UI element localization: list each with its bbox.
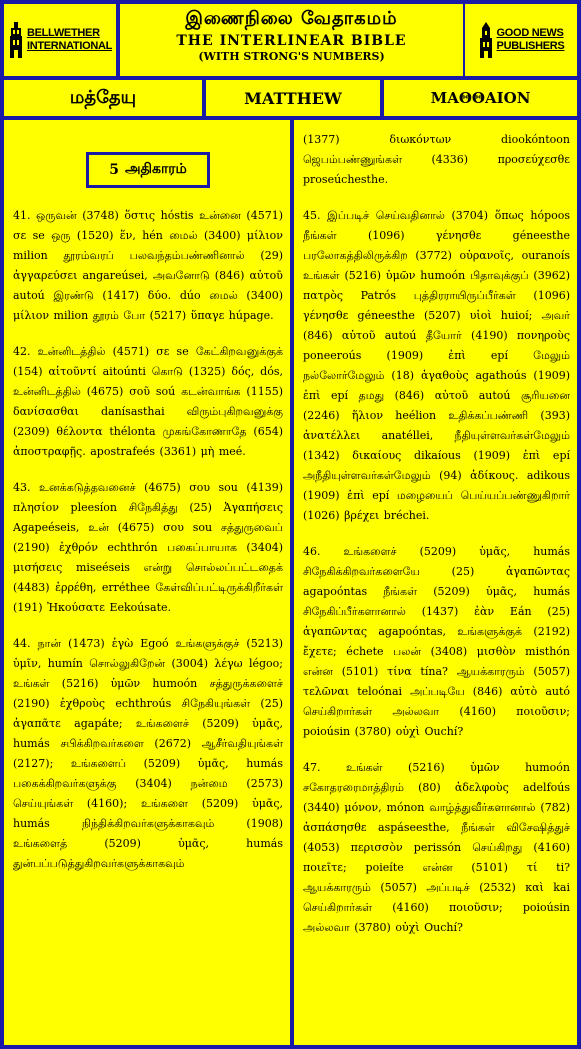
book-name-tamil: மத்தேயு <box>2 78 204 118</box>
left-logo-line-2: INTERNATIONAL <box>26 40 113 52</box>
verse-42: 42. உன்னிடத்தில் (4571) σε se கேட்கிறவனுக்குக் (154) αἰτοῦντί aitoúnti கொடு (1325) δός, dós, உன்னிடத்தில் (4675) σοῦ soú கடன்வாங்க (1155) δανίσασθαι danísasthai விரும்புகிறவனுக்கு (2309) θέλοντα thélonta முகங்கோணாதே (654) ἀποστραφῇς. apostrafeés (3361) μὴ meé. <box>13 345 283 458</box>
bellwether-logo <box>2 2 118 78</box>
tower-icon <box>478 22 494 58</box>
good-news-logo <box>463 2 579 78</box>
book-name-english: MATTHEW <box>204 78 382 118</box>
verse-44-continued: (1377) διωκόντων diookóntoon ஜெபம்பண்ணுங்கள் (4336) προσεύχεσθε proseúchesthe. <box>303 133 570 186</box>
title-english: THE INTERLINEAR BIBLE <box>176 33 407 49</box>
verse-46: 46. உங்களைச் (5209) ὑμᾶς, humás சிநேகிக்கிறவர்களையே (25) ἀγαπῶντας agapoóntas நீங்கள் (5209) ὑμᾶς, humás சிநேகிப்பீர்களானால் (1437) ἐὰν Eán (25) ἀγαπῶντας agapoóntas, உங்களுக்குக் (2192) ἔχετε; échete பலன் (3408) μισθὸν misthón என்ன (5101) τίνα tína? ஆயக்காரரும் (5057) τελῶναι teloónai அப்படியே (846) αὐτὸ autó செய்கிறார்கள் அல்லவா (4160) ποιοῦσιν; poioúsin (3780) οὐχὶ Ouchí? <box>303 545 570 738</box>
verse-45: 45. இப்படிச் செய்வதினால் (3704) ὅπως hópoos நீங்கள் (1096) γένησθε géneesthe பரலோகத்திலிருக்கிற (3772) οὐρανοῖς, ouranoís உங்கள் (5216) ὑμῶν humoón பிதாவுக்குப் (3962) πατρὸς Patrós புத்திரராயிருப்பீர்கள் (1096) γένησθε géneesthe (5207) υἱοὶ huioí; அவர் (846) αὐτοῦ autoú தீயோர் (4190) πονηροὺς poneeroús (1909) ἐπὶ epí மேலும் நல்லோர்மேலும் (18) ἀγαθοὺς agathoús (1909) ἐπὶ epí தமது (846) αὐτοῦ autoú சூரியனை (2246) ἥλιον heélion உதிக்கப்பண்ணி (393) ἀνατέλλει anatéllei, நீதியுள்ளவர்கள்மேலும் (1342) δικαίους dikaíous (1909) ἐπὶ epí அநீதியுள்ளவர்கள்மேலும் (94) ἀδίκους. adikous (1909) ἐπὶ epí மழையைப் பெய்யப்பண்ணுகிறார் (1026) βρέχει bréchei. <box>303 209 570 522</box>
title-block <box>118 2 465 78</box>
right-column <box>292 118 579 1047</box>
chapter-label: அதிகாரம் <box>124 161 187 177</box>
bell-tower-icon <box>8 22 24 58</box>
verse-41: 41. ஒருவன் (3748) ὅστις hóstis உன்னை (4571) σε se ஒரு (1520) ἕν, hén மைல் (3400) μίλιον milion தூரம்வரப் பலவந்தம்பண்ணினால் (29) ἀγγαρεύσει angareúsei, அவனோடு (846) αὐτοῦ autoú இரண்டு (1417) δύο. dúo மைல் (3400) μίλιον milion தூரம் போ (5217) ὕπαγε húpage. <box>13 209 283 322</box>
verse-47: 47. உங்கள் (5216) ὑμῶν humoón சகோதரரைமாத்திரம் (80) ἀδελφοὺς adelfoús (3440) μόνον, mónon வாழ்த்துவீர்களானால் (782) ἀσπάσησθε aspáseesthe, நீங்கள் விசேஷித்துச் (4053) περισσὸν perissón செய்கிறது (4160) ποιεῖτε; poieíte என்ன (5101) τί ti? ஆயக்காரரும் (5057) அப்படிச் (2532) καὶ kai செய்கிறார்கள் (4160) ποιοῦσιν; poioúsin அல்லவா (3780) οὐχὶ Ouchí? <box>303 761 570 934</box>
book-title-bar <box>2 78 579 118</box>
title-subtitle: (WITH STRONG'S NUMBERS) <box>198 50 385 63</box>
chapter-number: 5 <box>109 162 119 178</box>
header <box>2 2 579 78</box>
verse-43: 43. உனக்கடுத்தவனைச் (4675) σου sou (4139) πλησίον pleesíon சிநேகித்து (25) Ἀγαπήσεις Agapeéseis, உன் (4675) σου sou சத்துருவைப் (2190) ἐχθρόν echthrón பகைப்பாயாக (3404) μισήσεις miseéseis என்று சொல்லப்பட்டதைக் (4483) ἐρρέθη, erréthee கேள்விப்பட்டிருக்கிறீர்கள் (191) Ἠκούσατε Eekoúsate. <box>13 481 283 614</box>
left-logo-line-1: BELLWETHER <box>26 27 100 39</box>
right-logo-line-2: PUBLISHERS <box>496 40 565 52</box>
chapter-heading <box>86 152 210 188</box>
verse-44: 44. நான் (1473) ἐγὼ Egoó உங்களுக்குச் (5213) ὑμῖν, humín சொல்லுகிறேன் (3004) λέγω légoo; உங்கள் (5216) ὑμῶν humoón சத்துருக்களைச் (2190) ἐχθροὺς echthroús சிநேகியுங்கள் (25) ἀγαπᾶτε agapáte; உங்களைச் (5209) ὑμᾶς, humás சபிக்கிறவர்களை (2672) ஆசீர்வதியுங்கள் (2127); உங்களைப் (5209) ὑμᾶς, humás பகைக்கிறவர்களுக்கு (3404) நன்மை (2573) செய்யுங்கள் (4160); உங்களை (5209) ὑμᾶς, humás நிந்திக்கிறவர்களுக்காகவும் (1908) உங்களைத் (5209) ὑμᾶς, humás துன்பப்படுத்துகிறவர்களுக்காகவும் <box>13 637 283 870</box>
right-logo-line-1: GOOD NEWS <box>496 27 564 39</box>
title-tamil: இணைநிலை வேதாகமம் <box>185 8 398 29</box>
book-name-greek: ΜΑΘΘΑΙΟΝ <box>382 78 579 118</box>
left-column <box>2 118 292 1047</box>
